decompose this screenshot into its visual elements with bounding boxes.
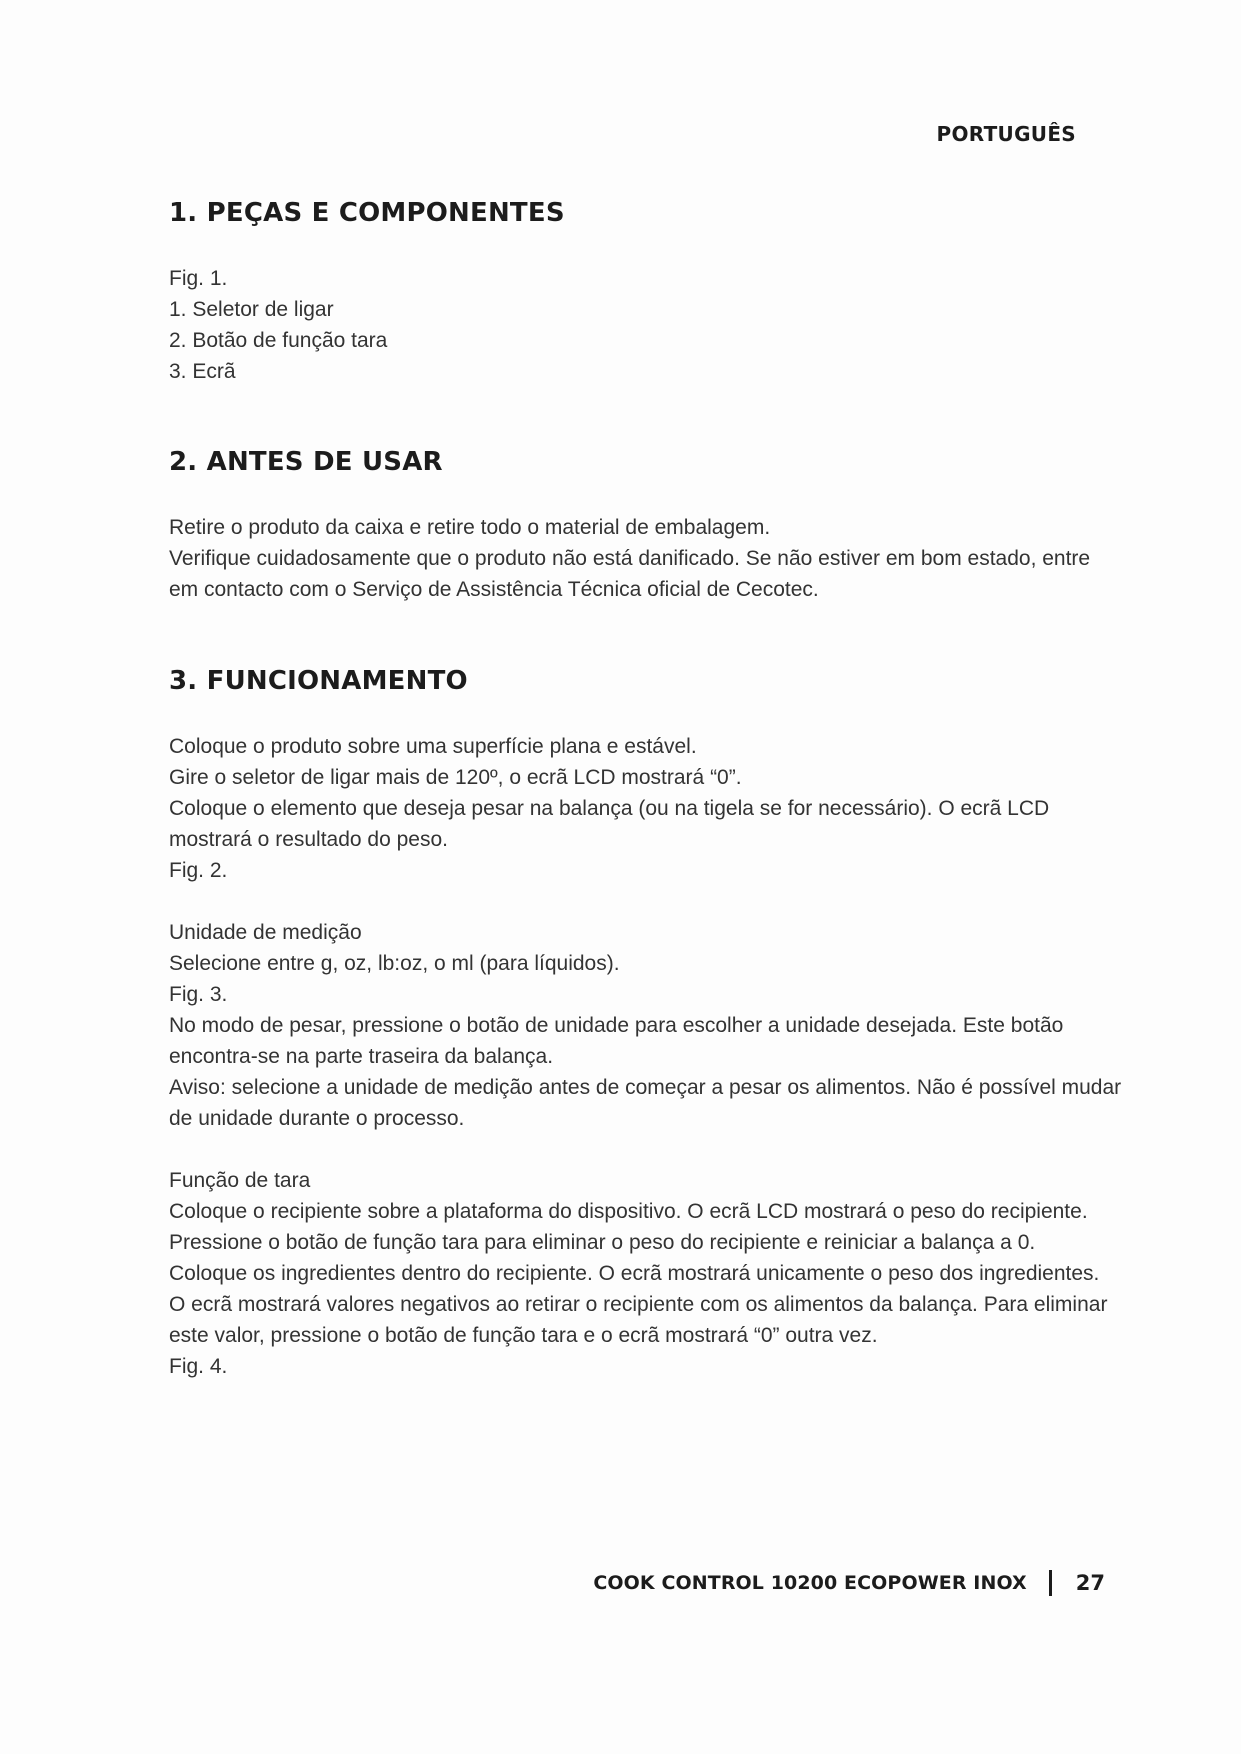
product-model: COOK CONTROL 10200 ECOPOWER INOX — [593, 1572, 1027, 1594]
list-item: 3. Ecrã — [169, 360, 236, 383]
paragraph: Coloque o recipiente sobre a plataforma do dispositivo. O ecrã LCD mostrará o peso do recipiente. — [169, 1200, 1088, 1223]
spacer — [169, 1134, 1124, 1165]
paragraph: No modo de pesar, pressione o botão de unidade para escolher a unidade desejada. Este botão encontra-se na parte traseira da balança. — [169, 1014, 1064, 1068]
before-use-text — [169, 512, 1124, 605]
paragraph: Verifique cuidadosamente que o produto não está danificado. Se não estiver em bom estado, entre em contacto com o Serviço de Assistência Técnica oficial de Cecotec. — [169, 547, 1091, 601]
page-content — [169, 196, 1124, 1382]
section-title-parts: 1. PEÇAS E COMPONENTES — [169, 198, 565, 228]
section-title-before-use: 2. ANTES DE USAR — [169, 447, 443, 477]
language-label: PORTUGUÊS — [936, 122, 1076, 146]
page-number: 27 — [1075, 1571, 1105, 1595]
paragraph: Fig. 3. — [169, 983, 228, 1006]
spacer — [169, 886, 1124, 917]
paragraph: Fig. 2. — [169, 859, 228, 882]
paragraph: Coloque o produto sobre uma superfície plana e estável. — [169, 735, 697, 758]
paragraph: Aviso: selecione a unidade de medição antes de começar a pesar os alimentos. Não é possível mudar de unidade durante o processo. — [169, 1076, 1122, 1130]
list-item: 1. Seletor de ligar — [169, 298, 334, 321]
operation-text — [169, 731, 1124, 1382]
footer-divider — [1049, 1570, 1052, 1596]
subheading-tare: Função de tara — [169, 1169, 311, 1192]
list-item: 2. Botão de função tara — [169, 329, 388, 352]
paragraph: O ecrã mostrará valores negativos ao retirar o recipiente com os alimentos da balança. Para eliminar este valor, pressione o botão de função tara e o ecrã mostrará “0” outra vez. — [169, 1293, 1108, 1347]
list-item: Fig. 1. — [169, 267, 228, 290]
parts-list — [169, 263, 1124, 387]
page-footer — [593, 1570, 1105, 1596]
paragraph: Coloque o elemento que deseja pesar na balança (ou na tigela se for necessário). O ecrã LCD mostrará o resultado do peso. — [169, 797, 1050, 851]
paragraph: Selecione entre g, oz, lb:oz, o ml (para líquidos). — [169, 952, 620, 975]
paragraph: Coloque os ingredientes dentro do recipiente. O ecrã mostrará unicamente o peso dos ingredientes. — [169, 1262, 1100, 1285]
paragraph: Retire o produto da caixa e retire todo o material de embalagem. — [169, 516, 771, 539]
paragraph: Gire o seletor de ligar mais de 120º, o ecrã LCD mostrará “0”. — [169, 766, 742, 789]
section-title-operation: 3. FUNCIONAMENTO — [169, 666, 468, 696]
paragraph: Fig. 4. — [169, 1355, 228, 1378]
subheading-units: Unidade de medição — [169, 921, 362, 944]
paragraph: Pressione o botão de função tara para eliminar o peso do recipiente e reiniciar a balança a 0. — [169, 1231, 1036, 1254]
